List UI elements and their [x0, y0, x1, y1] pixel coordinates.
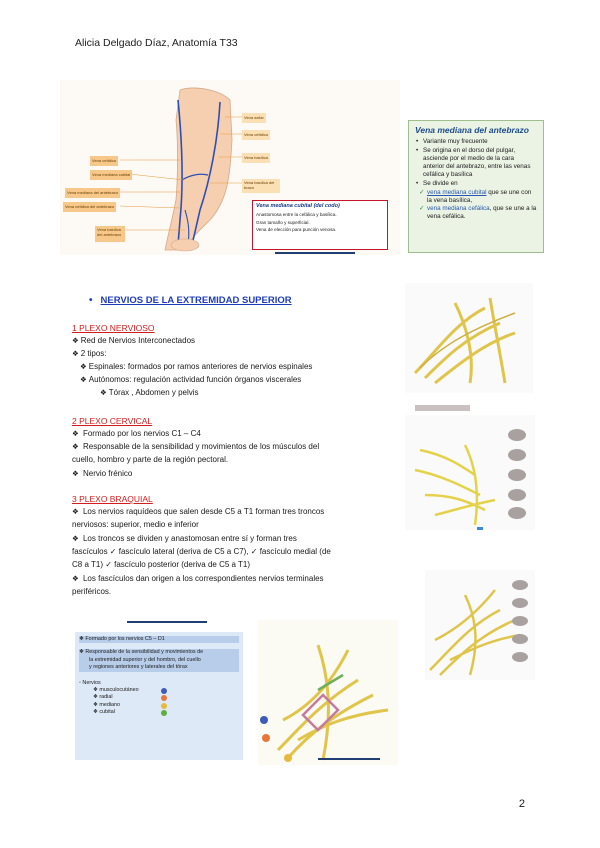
heading-plexo-cervical: 2 PLEXO CERVICAL — [72, 416, 153, 426]
green-box-list — [415, 138, 537, 188]
diamond-bullet-icon: ❖ — [79, 636, 86, 642]
page-header: Alicia Delgado Díaz, Anatomía T33 — [75, 37, 238, 49]
list-item: ❖ mediano — [79, 702, 168, 709]
nerve-figure-top — [405, 283, 533, 393]
text-line: ❖ Espinales: formados por ramos anteriores de nervios espinales — [80, 362, 313, 371]
divider-line — [318, 758, 380, 760]
label-cefalica-antebrazo: Vena cefálica del antebrazo — [63, 202, 116, 212]
cubital-line: Vena de elección para punción venosa. — [256, 227, 337, 232]
slide-line: ❖ Responsable de la sensibilidad y movimientos de — [79, 649, 239, 656]
text-line: fascículos ✓ fascículo lateral (deriva de C5 a C7), ✓ fascículo medial (de — [72, 547, 331, 556]
diamond-bullet-icon: ❖ — [72, 349, 79, 358]
diamond-bullet-icon: ❖ — [72, 534, 79, 543]
diamond-bullet-icon: ❖ — [72, 429, 79, 438]
sub-item-text: , que se une a la vena cefálica. — [427, 205, 537, 220]
slide-line: y regiones anteriores y laterales del tórax — [79, 664, 239, 671]
sub-item-text: que se une con la vena basílica, — [427, 189, 532, 204]
list-item: ❖ radial — [79, 694, 168, 701]
green-box-title: Vena mediana del antebrazo — [415, 125, 529, 135]
diamond-bullet-icon: ❖ — [72, 507, 79, 516]
label-vena-cefalica-right: Vena cefálica — [242, 130, 270, 140]
text-line: ❖ Responsable de la sensibilidad y movimientos de los músculos del — [72, 442, 320, 451]
figure-caption-bar — [415, 403, 470, 413]
bullet-icon: • — [89, 295, 93, 306]
text-line: ❖ Autónomos: regulación actividad función órganos viscerales — [80, 375, 302, 384]
diamond-bullet-icon: ❖ — [79, 649, 86, 656]
divider-line — [127, 621, 207, 623]
diamond-bullet-icon: ❖ — [72, 336, 79, 345]
check-icon: ✓ — [419, 189, 425, 196]
cubital-info-box — [252, 200, 388, 250]
link-mediana-cubital[interactable]: vena mediana cubital — [427, 189, 487, 196]
diamond-bullet-icon: ❖ — [100, 388, 107, 397]
circle-bullet-icon: ◦ — [79, 679, 83, 686]
text-line: ❖ 2 tipos: — [72, 349, 107, 358]
list-item: • Se origina en el dorso del pulgar, asciende por el medio de la cara anterior del antebrazo, entre las venas cefálica y basílica — [423, 147, 537, 179]
figure-divider — [275, 252, 355, 254]
section-title — [89, 295, 292, 306]
vena-mediana-antebrazo-box — [408, 120, 544, 253]
text-line: ❖ Tórax , Abdomen y pelvis — [100, 388, 199, 397]
text-line: periféricos. — [72, 587, 112, 596]
label-vena-axilar: Vena axilar — [242, 113, 266, 123]
label-basilica-antebrazo: Vena basílica del antebrazo — [95, 226, 125, 242]
heading-plexo-nervioso: 1 PLEXO NERVIOSO — [72, 323, 155, 333]
slide-line: la extremidad superior y del hombro, del cuello — [79, 657, 239, 664]
check-icon: ✓ — [419, 205, 425, 212]
list-item: ❖ cubital — [79, 709, 168, 716]
color-dot-musculocutaneo — [161, 688, 167, 694]
color-dot-radial — [161, 695, 167, 701]
cubital-line: Anastomosa entre la cefálica y basílica. — [256, 212, 337, 217]
color-dot-mediano — [161, 703, 167, 709]
sub-item — [415, 205, 537, 221]
list-item: • Se divide en — [423, 180, 537, 188]
nerve-figure-cervical — [405, 415, 535, 530]
diamond-bullet-icon: ❖ — [80, 375, 87, 384]
text-line: ❖ Nervio frénico — [72, 469, 133, 478]
diamond-bullet-icon: ❖ — [72, 442, 79, 451]
text-line: C8 a T1) ✓ fascículo posterior (deriva de C5 a T1) — [72, 560, 251, 569]
list-item: • Variante muy frecuente — [423, 138, 537, 146]
link-mediana-cefalica: vena mediana cefálica — [427, 205, 490, 212]
cubital-line: Gran tamaño y superficial. — [256, 219, 310, 225]
label-vena-basilica: Vena basílica — [242, 153, 270, 163]
text-line: ❖ Los fascículos dan origen a los correspondientes nervios terminales — [72, 574, 324, 583]
page-number: 2 — [518, 798, 525, 810]
color-dot-cubital — [161, 710, 167, 716]
label-mediana-cubital: Vena mediana cubital — [90, 170, 132, 180]
list-item: ❖ musculocutáneo — [79, 687, 168, 694]
heading-plexo-braquial: 3 PLEXO BRAQUIAL — [72, 494, 153, 504]
arm-veins-figure — [60, 80, 400, 255]
label-basilica-brazo: Vena basílica del brazo — [242, 179, 280, 193]
cubital-box-title: Vena mediana cubital (del codo) — [256, 203, 340, 209]
text-line: cuello, hombro y parte de la región pectoral. — [72, 455, 229, 464]
sub-item — [415, 189, 537, 205]
diamond-bullet-icon: ❖ — [72, 574, 79, 583]
text-line: ❖ Red de Nervios Interconectados — [72, 336, 196, 345]
slide-plexo-braquial — [75, 632, 243, 760]
arm-illustration — [60, 80, 260, 255]
label-vena-cefalica-left: Vena cefálica — [90, 156, 118, 166]
text-line: ❖ Los troncos se dividen y anastomosan entre sí y forman tres — [72, 534, 297, 543]
slide-line: ❖ Formado por los nervios C5 – D1 — [79, 636, 239, 643]
brachial-plexus-figure — [258, 620, 398, 765]
label-mediana-antebrazo: Vena mediana del antebrazo — [65, 188, 120, 198]
text-line: ❖ Formado por los nervios C1 – C4 — [72, 429, 201, 438]
diamond-bullet-icon: ❖ — [72, 469, 79, 478]
section-title-text: NERVIOS DE LA EXTREMIDAD SUPERIOR — [100, 295, 292, 306]
diamond-bullet-icon: ❖ — [80, 362, 87, 371]
text-line: nerviosos: superior, medio e inferior — [72, 520, 199, 529]
nerve-figure-braquial-right — [425, 570, 535, 680]
slide-line: ◦ Nervios — [79, 679, 101, 686]
text-line: ❖ Los nervios raquídeos que salen desde C5 a T1 forman tres troncos — [72, 507, 325, 516]
